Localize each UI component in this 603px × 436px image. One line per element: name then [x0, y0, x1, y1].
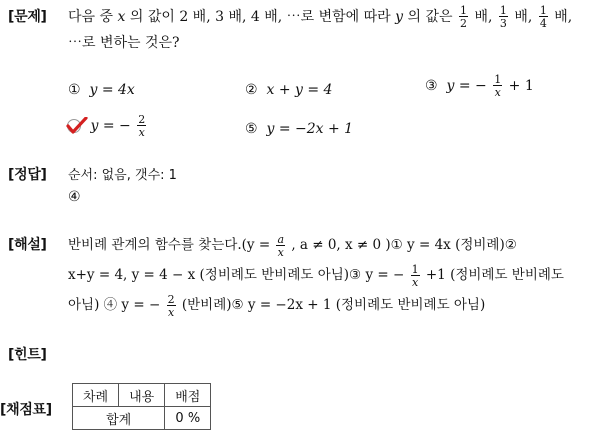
answer-line-2: ④ — [68, 189, 81, 205]
choice-2: ② x + y = 4 — [245, 82, 333, 98]
grading-total-value: 0 % — [165, 407, 211, 430]
hint-label: [힌트] — [8, 347, 47, 363]
fraction-one-quarter: $\frac{1}{4}$ — [539, 4, 547, 30]
answer-line-1: 순서: 없음, 갯수: 1 — [68, 168, 177, 183]
problem-line-2: ⋯로 변하는 것은? — [68, 35, 180, 51]
explanation-line-3: 아님) ④ y = − $\frac{2}{x}$ (반비례)⑤ y = −2x + 1 (정비례도 반비례도 아님) — [68, 292, 486, 319]
choice-4: y = − $\frac{2}{x}$ — [66, 114, 148, 138]
check-mark-icon — [66, 117, 86, 135]
choice-3: ③ y = − $\frac{1}{x}$ + 1 — [425, 73, 534, 99]
grading-total-row — [73, 407, 211, 430]
explanation-line-1: 반비례 관계의 함수를 찾는다.(y = $\frac{a}{x}$ , a ≠ 0, x ≠ 0 )① y = 4x (정비례)② — [68, 232, 517, 259]
fraction-one-third: $\frac{1}{3}$ — [499, 4, 507, 30]
grading-header-order: 차례 — [73, 384, 119, 407]
grading-label: [채점표] — [0, 402, 52, 418]
answer-label: [정답] — [8, 167, 47, 183]
grading-table — [72, 383, 211, 430]
choice-1: ① y = 4x — [68, 82, 135, 98]
problem-text — [68, 4, 572, 56]
grading-header-points: 배점 — [165, 384, 211, 407]
fraction-one-half: $\frac{1}{2}$ — [460, 4, 468, 30]
explanation-text — [68, 230, 598, 320]
grading-header-content: 내용 — [119, 384, 165, 407]
problem-label: [문제] — [8, 9, 47, 25]
explanation-line-2: x+y = 4, y = 4 − x (정비례도 반비례도 아님)③ y = − $\frac{1}{x}$ +1 (정비례도 반비례도 — [68, 262, 564, 289]
grading-header-row — [73, 384, 211, 407]
explanation-label: [해설] — [8, 237, 47, 253]
choice-5: ⑤ y = −2x + 1 — [245, 121, 354, 137]
problem-line-1: 다음 중 x 의 값이 2 배, 3 배, 4 배, ⋯로 변함에 따라 y 의 값은 $\frac{1}{2}$ 배, $\frac{1}{3}$ 배, $\frac{1}{4}$ 배, — [68, 4, 573, 30]
grading-total-label: 합계 — [73, 407, 165, 430]
